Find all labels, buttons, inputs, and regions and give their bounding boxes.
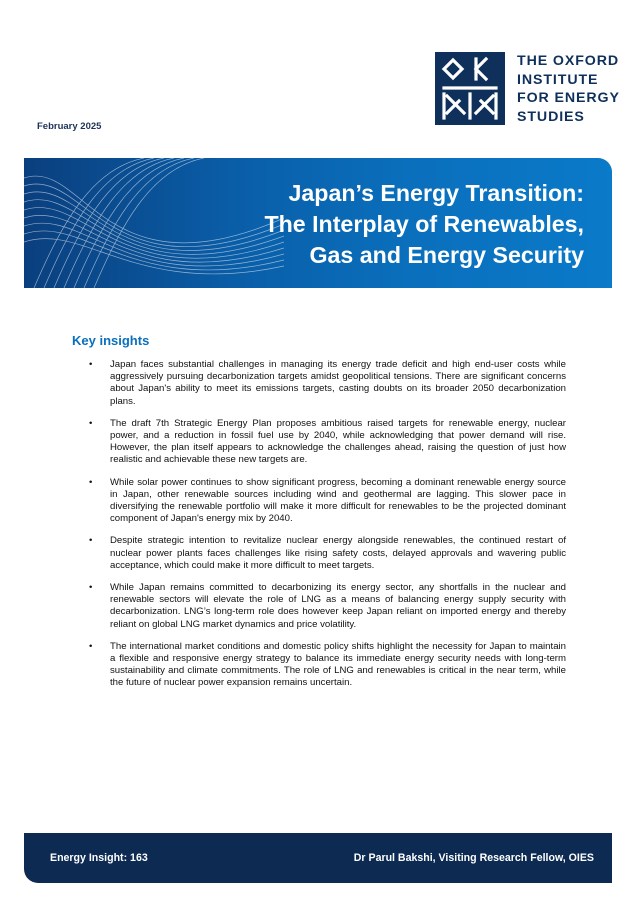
bullet-icon: • [89,582,93,594]
document-title-line: The Interplay of Renewables, [264,211,584,237]
insight-item [72,641,566,690]
document-title-line: Gas and Energy Security [309,242,584,268]
insight-text: The international market conditions and domestic policy shifts highlight the necessity for Japan to maintain a flexible and responsive energy strategy to balance its immediate energy security needs with long-term sustainability and climate commitments. The role of LNG and renewables is critical in the near term, while the future of nuclear power expansion remains uncertain. [110,640,566,689]
insight-text: While solar power continues to show significant progress, becoming a dominant renewable energy source in Japan, other renewable sources including wind and geothermal are lagging. This slower pace in diversifying the renewable portfolio will make it more difficult for renewables to be the projected dominant component of Japan's energy mix by 2040. [110,476,566,525]
insight-item [72,477,566,526]
organization-name-line: FOR ENERGY [517,90,620,106]
organization-name [517,52,620,126]
series-label: Energy Insight: 163 [50,852,148,864]
organization-name-line: THE OXFORD [517,53,620,69]
insight-text: The draft 7th Strategic Energy Plan proposes ambitious raised targets for renewable energy, nuclear power, and a reduction in fossil fuel use by 2040, while acknowledging that power demand will rise. However, the plan itself appears to acknowledge the challenges ahead, raising the question of just how realistic and achievable these new targets are. [110,417,566,466]
organization-name-line: STUDIES [517,108,585,125]
title-banner [24,158,612,288]
insight-text: Japan faces substantial challenges in managing its energy trade deficit and high end-user costs while aggressively pursuing decarbonization targets amidst geopolitical tensions. There are significant concerns about Japan's ability to meet its emissions targets, casting doubts on its broader 2050 decarbonization plans. [110,359,566,407]
document-title [184,178,584,271]
document-title-line: Japan’s Energy Transition: [288,180,584,206]
key-insights-list [72,359,566,700]
publication-date: February 2025 [37,121,102,132]
organization-name-line: INSTITUTE [517,71,599,88]
bullet-icon: • [89,359,93,370]
insight-item [72,535,566,572]
insight-text: Despite strategic intention to revitalize nuclear energy alongside renewables, the continued restart of nuclear power plants faces challenges like rising safety costs, delayed approvals and wavering public acceptance, which could make it more difficult to meet targets. [110,535,566,571]
insight-item [72,359,566,408]
oies-logo-icon [435,52,505,125]
bullet-icon: • [89,535,93,547]
footer-bar [24,833,612,883]
insight-item [72,582,566,631]
bullet-icon: • [89,476,93,488]
author-label: Dr Parul Bakshi, Visiting Research Fellow, OIES [353,852,594,864]
insight-item [72,418,566,467]
key-insights-heading: Key insights [72,333,150,348]
insight-text: While Japan remains committed to decarbonizing its energy sector, any shortfalls in the nuclear and renewable sectors will elevate the role of LNG as a means of balancing energy supply security with decarbonization. LNG’s long-term role does however keep Japan reliant on imported energy and thereby reliant on global LNG market dynamics and price volatility. [110,582,566,630]
bullet-icon: • [89,640,93,652]
bullet-icon: • [89,417,93,429]
